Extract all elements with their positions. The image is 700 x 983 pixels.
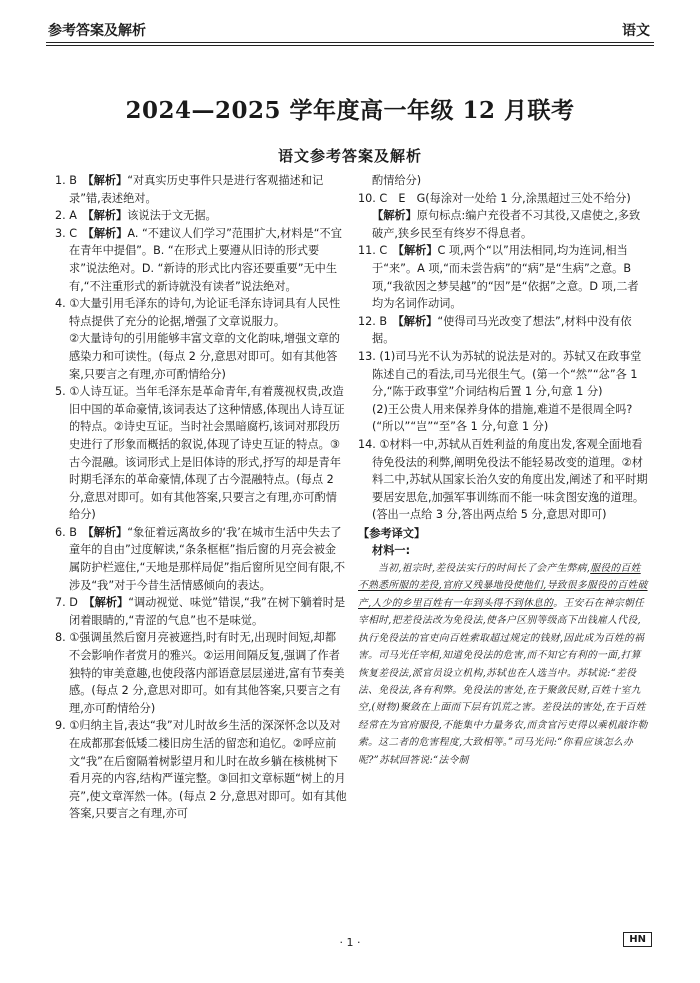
answer-item-2: 3. C 【解析】A. “不建议人们学习”范围扩大,材料是“不宜在青年中提倡”。B. “在形式上要遵从旧诗的形式要求”说法绝对。D. “新诗的形式比内容还要重要”无中生有,“不注重形式的新诗就没有读者”说法绝对。: [55, 226, 342, 293]
answer-item-right-10: 当初,祖宗时,差役法实行的时间长了会产生弊病,服役的百姓不熟悉所服的差役,官府又残暴地役使他们,导致很多服役的百姓破产,人少的乡里百姓有一年到头得不到休息的。王安石在神宗朝任宰相时,把差役法改为免役法,使各户区别等级高下出钱雇人代役,执行免役法的官吏向百姓索取超过规定的钱财,因此成为百姓的祸害。司马光任宰相,知道免役法的危害,而不知它有利的一面,打算恢复差役法,派官员设立机构,苏轼也在人选当中。苏轼说:“差役法、免役法,各有利弊。免役法的害处,在于聚敛民财,百姓十室九空,(财物)聚敛在上面而下层有饥荒之害。差役法的害处,在于百姓经常在为官府服役,不能集中力量务农,而贪官污吏得以乘机敲诈勒索。这二者的危害程度,大致相等。”司马光问:“你看应该怎么办呢?”苏轼回答说:“法令制: [358, 563, 648, 766]
answer-item-right-2: 【解析】原句标点:编户充役者不习其役,又虐使之,多致破产,狭乡民至有终岁不得息者。: [372, 209, 641, 240]
answer-item-right-0: 酌情给分): [372, 174, 422, 187]
left-column: [55, 172, 347, 823]
answer-item-7: 7. D 【解析】“调动视觉、味觉”错误,“我”在树下躺着时是闭着眼睛的,“青涩的气息”也不是味觉。: [55, 596, 346, 627]
page-number: · 1 ·: [339, 936, 361, 949]
exam-title: 2024—2025 学年度高一年级 12 月联考: [125, 97, 575, 124]
answer-item-right-3: 11. C 【解析】C 项,两个“以”用法相同,均为连词,相当于“来”。A 项,“而未尝告病”的“病”是“生病”之意。B 项,“我欲因之梦吴越”的“因”是“依据”之意。D 项,二者均为名词作动词。: [358, 244, 639, 311]
answer-item-0: 1. B 【解析】“对真实历史事件只是进行客观描述和记录”错,表述绝对。: [55, 174, 324, 205]
answer-item-8: 8. ①强调虽然后窗月亮被遮挡,时有时无,出现时间短,却都不会影响作者赏月的雅兴。②运用间隔反复,强调了作者独特的审美意趣,也使段落内部语意层层递进,富有节奏美感。(每点 2 分,意思对即可。如有其他答案,只要言之有理,亦可酌情给分): [55, 631, 345, 715]
answer-item-6: 6. B 【解析】“象征着远离故乡的‘我’在城市生活中失去了童年的自由”过度解读,“条条框框”指后窗的月亮会被金属防护栏遮住,“天地是那样局促”指后窗所见空间有限,不涉及“我”对于今昔生活情感倾向的表达。: [55, 525, 346, 592]
answer-item-right-7: 14. ①材料一中,苏轼从百姓利益的角度出发,客观全面地看待免役法的利弊,阐明免役法不能轻易改变的道理。②材料二中,苏轼从国家长治久安的角度出发,阐述了和平时期要居安思危,加强军事训练而不能一味贪图安逸的道理。(答出一点给 3 分,答出两点给 5 分,意思对即可): [358, 437, 648, 522]
answer-item-right-5: 13. (1)司马光不认为苏轼的说法是对的。苏轼又在政事堂陈述自己的看法,司马光很生气。(第一个“然”“忿”各 1 分,“陈于政事堂”介词结构后置 1 分,句意 1 分): [358, 349, 642, 399]
header-rule: [46, 42, 654, 43]
header-subject: 语文: [622, 23, 650, 39]
answer-item-4: ②大量诗句的引用能够丰富文章的文化韵味,增强文章的感染力和可读性。(每点 2 分,意思对即可。如有其他答案,只要言之有理,亦可酌情给分): [69, 332, 340, 381]
answer-subtitle: 语文参考答案及解析: [277, 147, 422, 165]
region-badge: HN: [623, 932, 652, 947]
answer-item-right-1: 10. C E G(每涂对一处给 1 分,涂黑超过三处不给分): [358, 191, 631, 205]
answer-item-right-4: 12. B 【解析】“使得司马光改变了想法”,材料中没有依据。: [358, 314, 632, 346]
answer-item-5: 5. ①人诗互证。当年毛泽东是革命青年,有着蔑视权贵,改造旧中国的革命豪情,该词表达了这种情感,体现出人诗互证的特点。②诗史互证。当时社会黑暗腐朽,该词对那段历史进行了形象而概括的叙说,体现了诗史互证的特点。③古今混融。该词形式上是旧体诗的形式,抒写的却是青年时期毛泽东的革命豪情,体现了古今混融特点。(每点 2 分,意思对即可。如有其他答案,只要言之有理,亦可酌情给分): [55, 385, 345, 522]
answer-item-right-8: 【参考译文】: [358, 526, 426, 540]
answer-item-right-9: 材料一:: [372, 544, 411, 558]
answer-item-3: 4. ①大量引用毛泽东的诗句,为论证毛泽东诗词具有人民性特点提供了充分的论据,增强了文章说服力。: [55, 297, 341, 328]
answer-item-9: 9. ①归纳主旨,表达“我”对儿时故乡生活的深深怀念以及对在成都那套低矮二楼旧房生活的留恋和追忆。②呼应前文“我”在后窗隔着树影望月和儿时在故乡躺在核桃树下看月亮的内容,结构严谨完整。③回扣文章标题“树上的月亮”,使文章浑然一体。(每点 2 分,意思对即可。如有其他答案,只要言之有理,亦可: [55, 719, 347, 821]
right-column: [358, 172, 648, 769]
answer-item-right-6: (2)王公贵人用来保养身体的措施,难道不是很周全吗?(“所以”“岂”“至”各 1 分,句意 1 分): [372, 402, 633, 434]
header-section-title: 参考答案及解析: [48, 23, 146, 39]
header-rule-thin: [46, 45, 654, 46]
answer-item-1: 2. A 【解析】该说法于文无据。: [55, 209, 217, 223]
